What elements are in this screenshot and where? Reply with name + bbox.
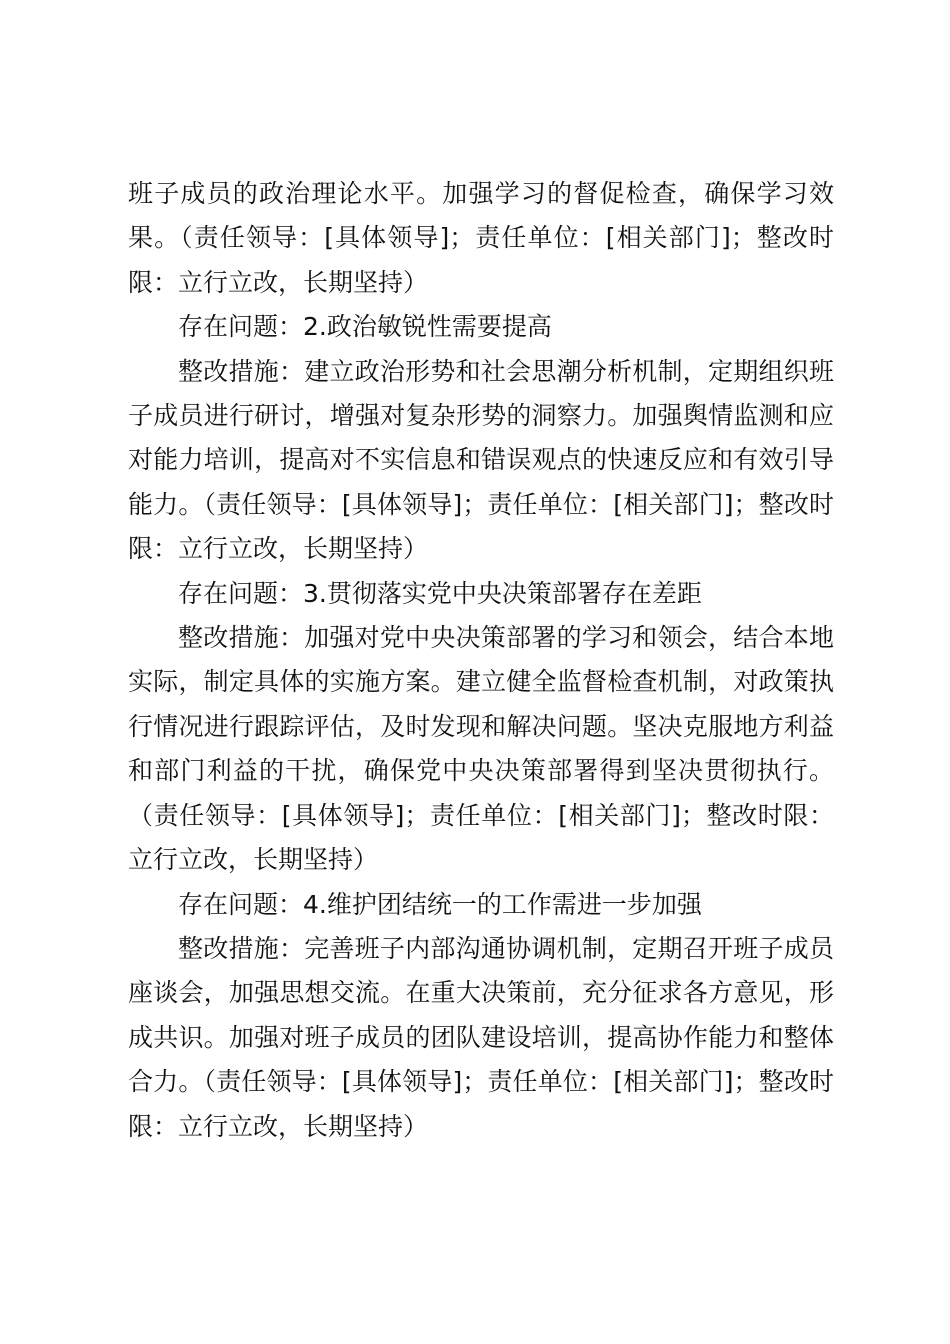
problem-heading-2: 存在问题：2.政治敏锐性需要提高 [178,312,552,342]
problem-heading-4: 存在问题：4.维护团结统一的工作需进一步加强 [178,889,702,919]
paragraph-continuation: 班子成员的政治理论水平。加强学习的督促检查，确保学习效果。（责任领导：[具体领导]；责任单位：[相关部门]；整改时限：立行立改，长期坚持） [128,179,834,297]
document-body [128,172,834,1149]
problem-heading-3: 存在问题：3.贯彻落实党中央决策部署存在差距 [178,578,702,608]
measures-paragraph-3: 整改措施：加强对党中央决策部署的学习和领会，结合本地实际，制定具体的实施方案。建立健全监督检查机制，对政策执行情况进行跟踪评估，及时发现和解决问题。坚决克服地方利益和部门利益的干扰，确保党中央决策部署得到坚决贯彻执行。（责任领导：[具体领导]；责任单位：[相关部门]；整改时限：立行立改，长期坚持） [128,623,834,875]
measures-paragraph-4: 整改措施：完善班子内部沟通协调机制，定期召开班子成员座谈会，加强思想交流。在重大决策前，充分征求各方意见，形成共识。加强对班子成员的团队建设培训，提高协作能力和整体合力。（责任领导：[具体领导]；责任单位：[相关部门]；整改时限：立行立改，长期坚持） [128,933,834,1141]
measures-paragraph-2: 整改措施：建立政治形势和社会思潮分析机制，定期组织班子成员进行研讨，增强对复杂形势的洞察力。加强舆情监测和应对能力培训，提高对不实信息和错误观点的快速反应和有效引导能力。（责任领导：[具体领导]；责任单位：[相关部门]；整改时限：立行立改，长期坚持） [128,356,834,564]
